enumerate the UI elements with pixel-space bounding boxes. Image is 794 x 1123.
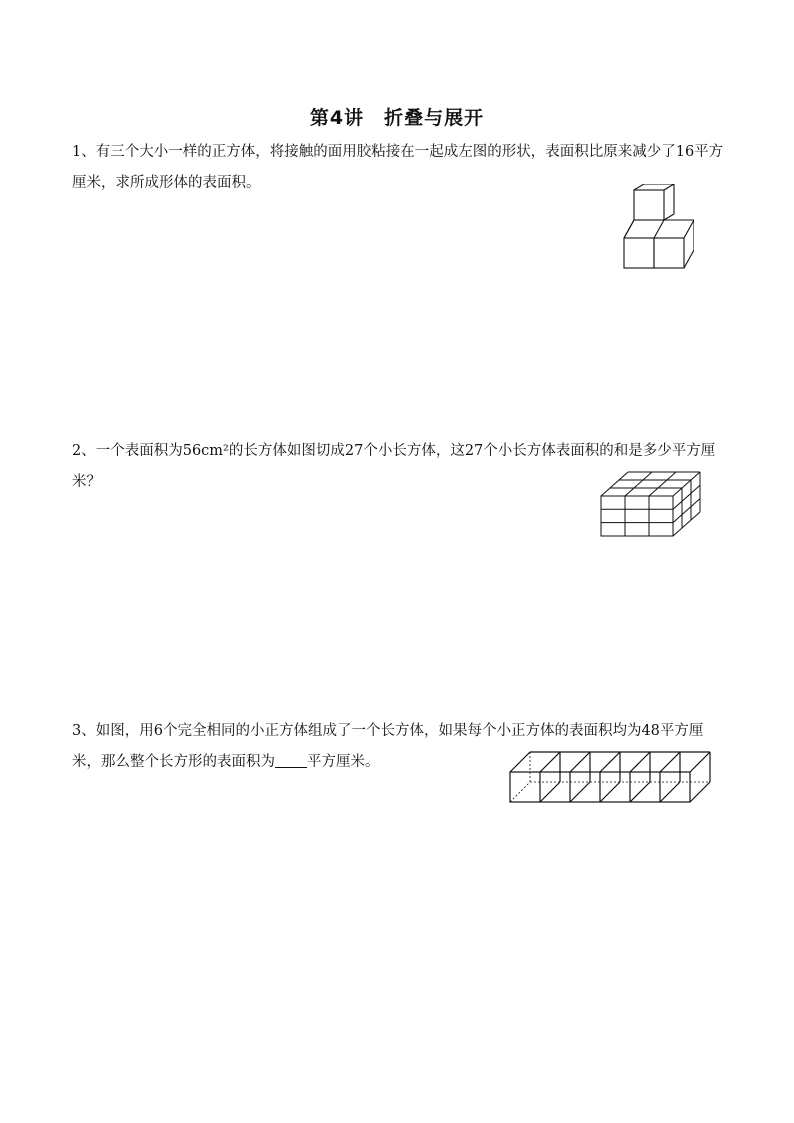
figure-six-cubes bbox=[506, 748, 712, 806]
problem-2-number: 2、 bbox=[72, 443, 96, 459]
problem-3-text-before: 如图，用6个完全相同的小正方体组成了一个长方体，如果每个小正方体的表面积均为48平方厘米，那么整个长方形的表面积为 bbox=[72, 723, 704, 770]
page-title: 第4讲 折叠与展开 bbox=[309, 107, 485, 129]
problem-2-text: 一个表面积为56cm²的长方体如图切成27个小长方体，这27个小长方体表面积的和是多少平方厘米？ bbox=[72, 443, 716, 490]
cuboid-27-diagram bbox=[598, 470, 706, 538]
problem-1-text: 有三个大小一样的正方体，将接触的面用胶粘接在一起成左图的形状，表面积比原来减少了16平方厘米，求所成形体的表面积。 bbox=[72, 144, 724, 191]
answer-blank[interactable] bbox=[275, 751, 307, 768]
figure-three-cubes bbox=[618, 184, 694, 274]
six-cubes-diagram bbox=[506, 748, 712, 806]
problem-3-text-after: 平方厘米。 bbox=[307, 754, 380, 770]
three-cubes-diagram bbox=[618, 184, 694, 274]
problem-1-number: 1、 bbox=[72, 144, 96, 160]
figure-cuboid-27 bbox=[598, 470, 706, 538]
problem-3-number: 3、 bbox=[72, 723, 96, 739]
